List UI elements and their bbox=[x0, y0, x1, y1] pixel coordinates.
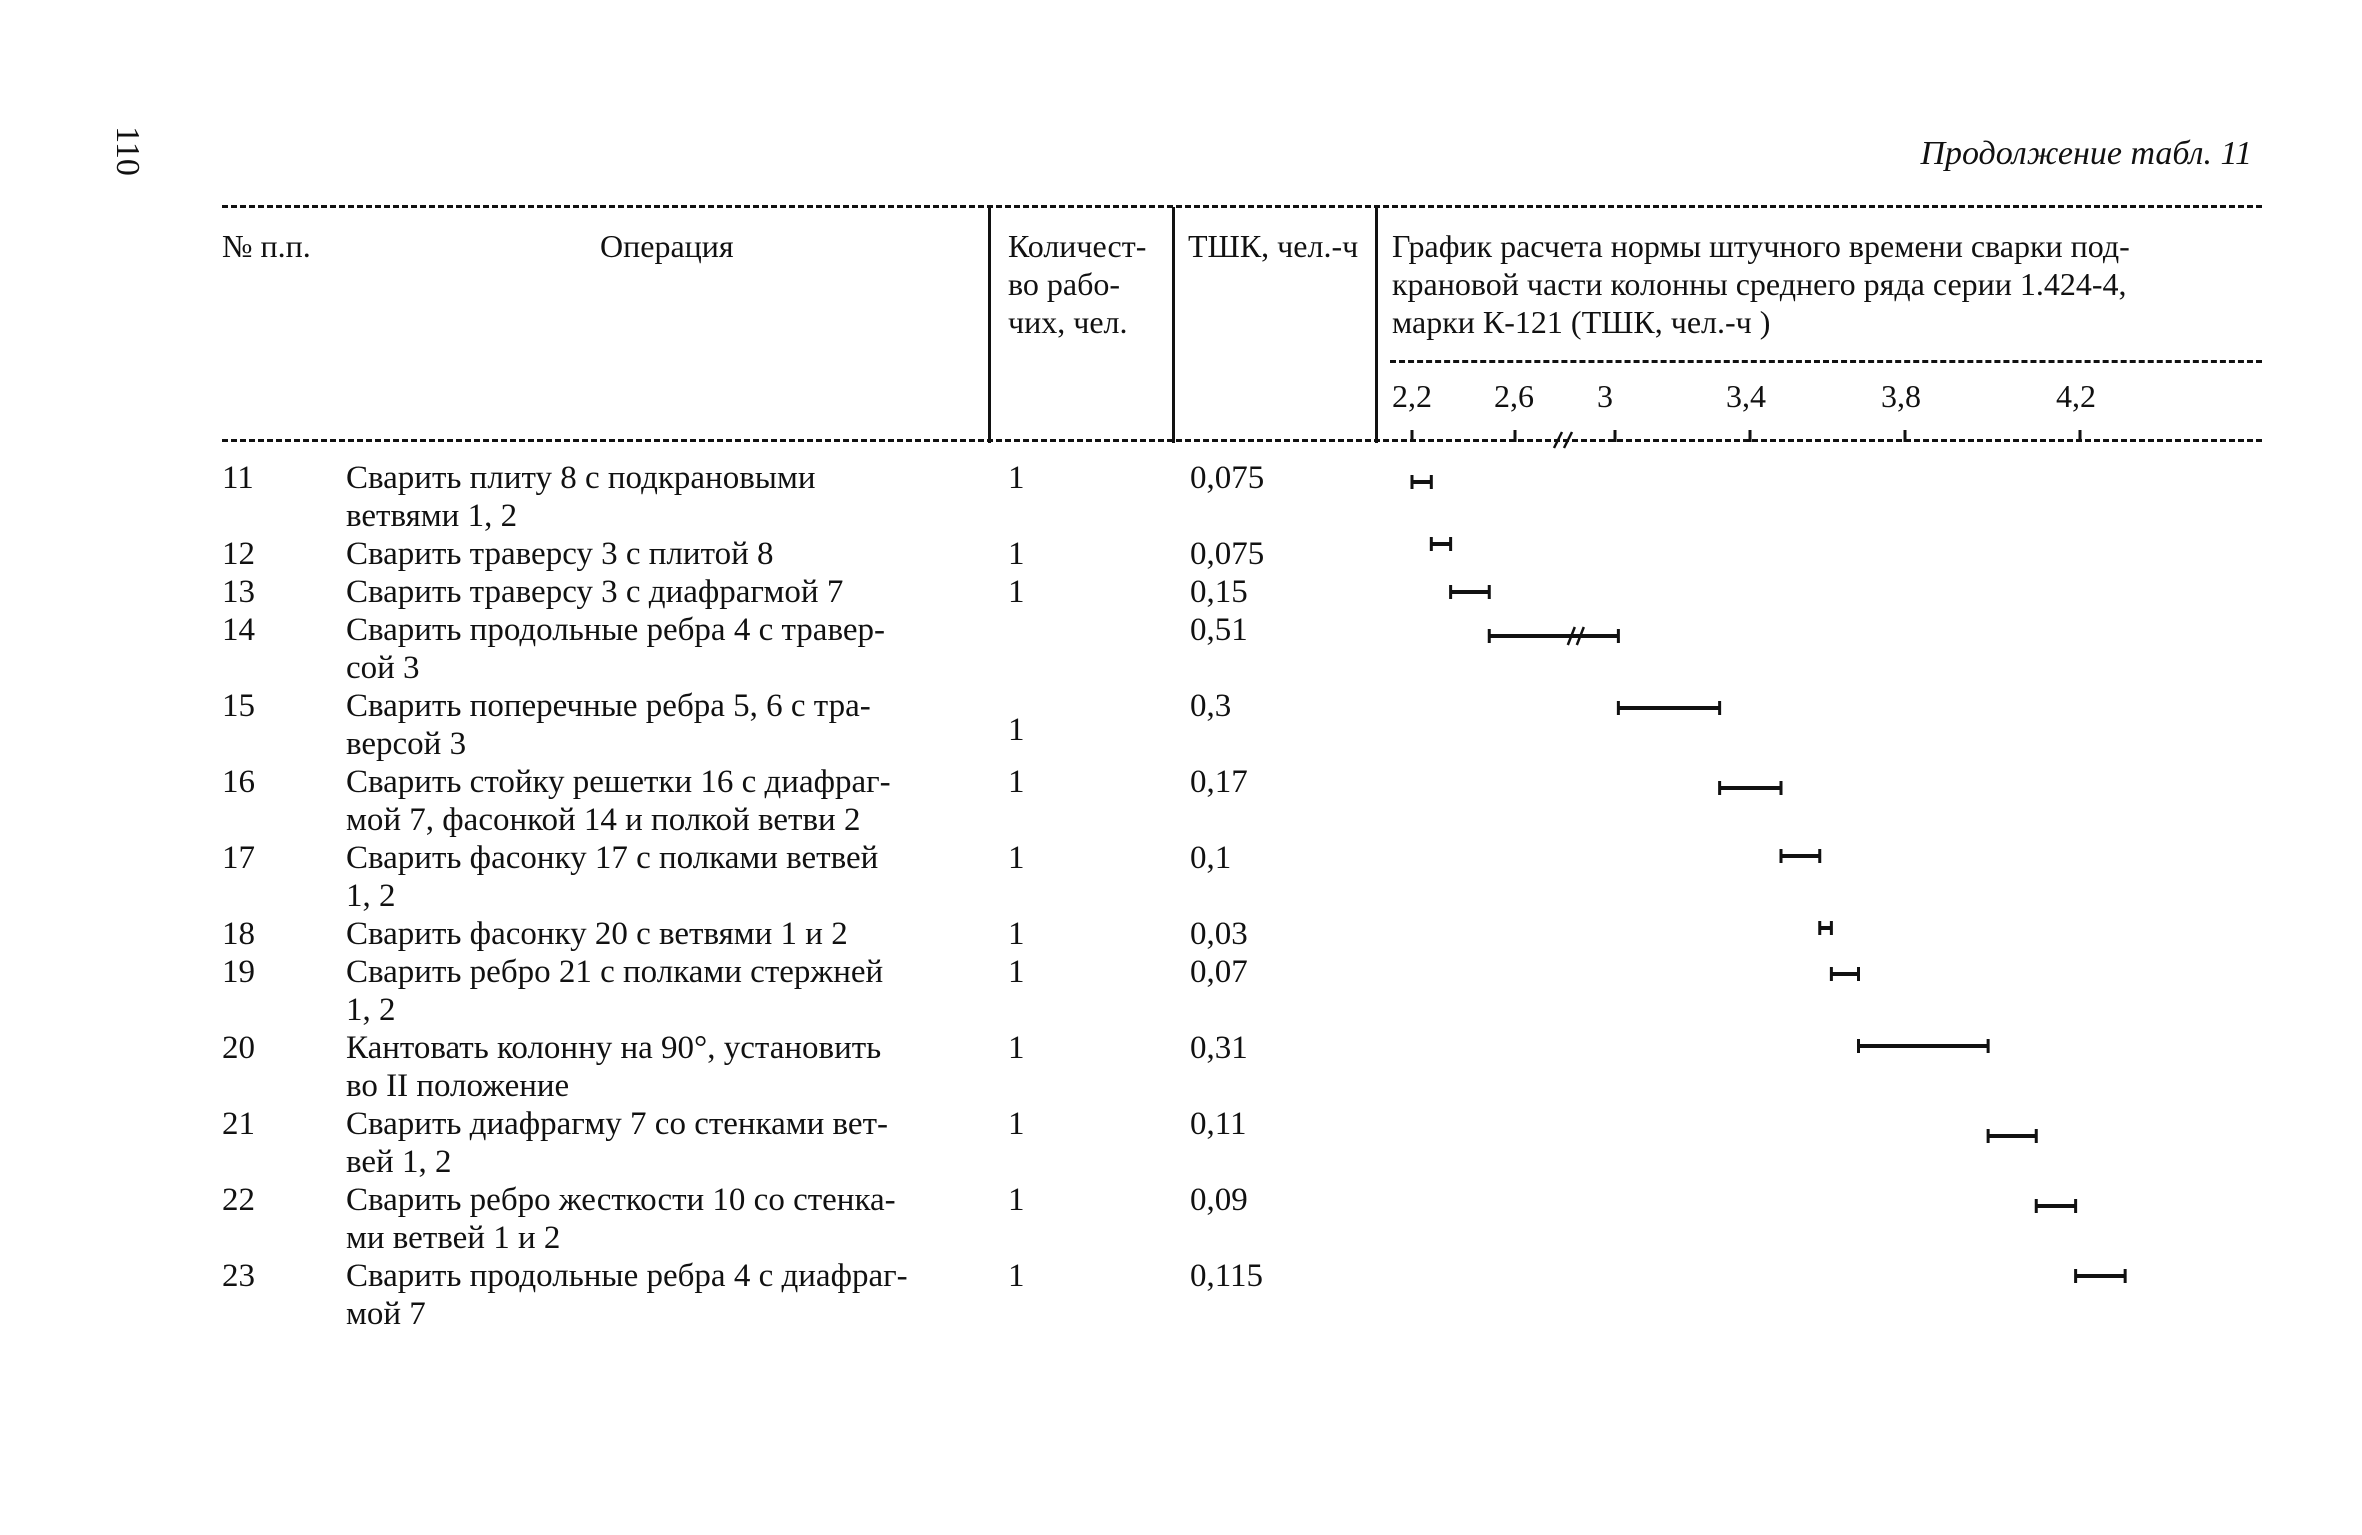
row-number: 11 bbox=[222, 460, 254, 496]
row-number: 14 bbox=[222, 612, 255, 648]
operation-line: ми ветвей 1 и 2 bbox=[346, 1220, 561, 1256]
row-time: 0,115 bbox=[1190, 1258, 1264, 1294]
row-time: 0,075 bbox=[1190, 460, 1265, 496]
row-time: 0,07 bbox=[1190, 954, 1248, 990]
header-workers-line: во рабо- bbox=[1008, 266, 1121, 302]
row-number: 17 bbox=[222, 840, 255, 876]
tick-label: 4,2 bbox=[2056, 378, 2096, 414]
tick-label: 2,2 bbox=[1392, 378, 1432, 414]
header-chart-line: крановой части колонны среднего ряда серии 1.424-4, bbox=[1392, 266, 2127, 302]
row-number: 16 bbox=[222, 764, 255, 800]
operation-line: 1, 2 bbox=[346, 992, 396, 1028]
row-workers: 1 bbox=[1008, 1258, 1025, 1294]
row-number: 19 bbox=[222, 954, 255, 990]
header-operation: Операция bbox=[600, 228, 734, 264]
row-workers: 1 bbox=[1008, 840, 1025, 876]
operation-line: Сварить поперечные ребра 5, 6 с тра- bbox=[346, 688, 871, 724]
row-time: 0,31 bbox=[1190, 1030, 1248, 1066]
operation-line: Сварить траверсу 3 с диафрагмой 7 bbox=[346, 574, 844, 610]
row-time: 0,3 bbox=[1190, 688, 1232, 724]
tick-label: 3,8 bbox=[1881, 378, 1921, 414]
row-workers: 1 bbox=[1008, 1106, 1025, 1142]
row-number: 15 bbox=[222, 688, 255, 724]
row-workers: 1 bbox=[1008, 712, 1025, 748]
row-workers: 1 bbox=[1008, 764, 1025, 800]
header-workers-line: чих, чел. bbox=[1008, 304, 1128, 340]
row-workers: 1 bbox=[1008, 1182, 1025, 1218]
axis-break-mark bbox=[1554, 432, 1572, 448]
operation-line: Сварить траверсу 3 с плитой 8 bbox=[346, 536, 774, 572]
row-workers: 1 bbox=[1008, 460, 1025, 496]
operation-line: версой 3 bbox=[346, 726, 467, 762]
row-workers: 1 bbox=[1008, 1030, 1025, 1066]
row-time: 0,03 bbox=[1190, 916, 1248, 952]
row-workers: 1 bbox=[1008, 574, 1025, 610]
row-number: 20 bbox=[222, 1030, 255, 1066]
row-workers: 1 bbox=[1008, 954, 1025, 990]
operation-line: мой 7 bbox=[346, 1296, 426, 1332]
header-chart-line: марки К-121 (ТШК, чел.-ч ) bbox=[1392, 304, 1771, 340]
page-number: 110 bbox=[109, 126, 146, 176]
row-time: 0,09 bbox=[1190, 1182, 1248, 1218]
operation-line: Сварить продольные ребра 4 с травер- bbox=[346, 612, 885, 648]
header-time: ТШК, чел.-ч bbox=[1188, 228, 1359, 264]
row-time: 0,51 bbox=[1190, 612, 1248, 648]
row-time: 0,075 bbox=[1190, 536, 1265, 572]
continuation-title: Продолжение табл. 11 bbox=[1920, 135, 2252, 172]
row-number: 12 bbox=[222, 536, 255, 572]
operation-line: мой 7, фасонкой 14 и полкой ветви 2 bbox=[346, 802, 861, 838]
operation-line: Сварить ребро жесткости 10 со стенка- bbox=[346, 1182, 896, 1218]
row-number: 21 bbox=[222, 1106, 255, 1142]
row-time: 0,15 bbox=[1190, 574, 1248, 610]
operation-line: во II положение bbox=[346, 1068, 570, 1104]
operation-line: сой 3 bbox=[346, 650, 420, 686]
row-time: 0,11 bbox=[1190, 1106, 1247, 1142]
operation-line: Сварить плиту 8 с подкрановыми bbox=[346, 460, 816, 496]
row-number: 23 bbox=[222, 1258, 255, 1294]
operation-line: Сварить продольные ребра 4 с диафраг- bbox=[346, 1258, 908, 1294]
operation-line: Сварить ребро 21 с полками стержней bbox=[346, 954, 884, 990]
operation-line: ветвями 1, 2 bbox=[346, 498, 518, 534]
row-workers: 1 bbox=[1008, 916, 1025, 952]
tick-label: 2,6 bbox=[1494, 378, 1534, 414]
row-workers: 1 bbox=[1008, 536, 1025, 572]
operation-line: вей 1, 2 bbox=[346, 1144, 452, 1180]
header-chart-line: График расчета нормы штучного времени сварки под- bbox=[1392, 228, 2130, 264]
row-number: 13 bbox=[222, 574, 255, 610]
operation-line: Сварить фасонку 20 с ветвями 1 и 2 bbox=[346, 916, 848, 952]
row-time: 0,1 bbox=[1190, 840, 1232, 876]
operation-line: Сварить фасонку 17 с полками ветвей bbox=[346, 840, 879, 876]
header-num: № п.п. bbox=[222, 228, 311, 264]
operation-line: Сварить стойку решетки 16 с диафраг- bbox=[346, 764, 891, 800]
row-number: 18 bbox=[222, 916, 255, 952]
operation-line: Кантовать колонну на 90°, установить bbox=[346, 1030, 882, 1066]
operation-line: 1, 2 bbox=[346, 878, 396, 914]
header-workers-line: Количест- bbox=[1008, 228, 1147, 264]
tick-label: 3 bbox=[1597, 378, 1613, 414]
row-number: 22 bbox=[222, 1182, 255, 1218]
operation-line: Сварить диафрагму 7 со стенками вет- bbox=[346, 1106, 888, 1142]
tick-label: 3,4 bbox=[1726, 378, 1766, 414]
row-time: 0,17 bbox=[1190, 764, 1248, 800]
